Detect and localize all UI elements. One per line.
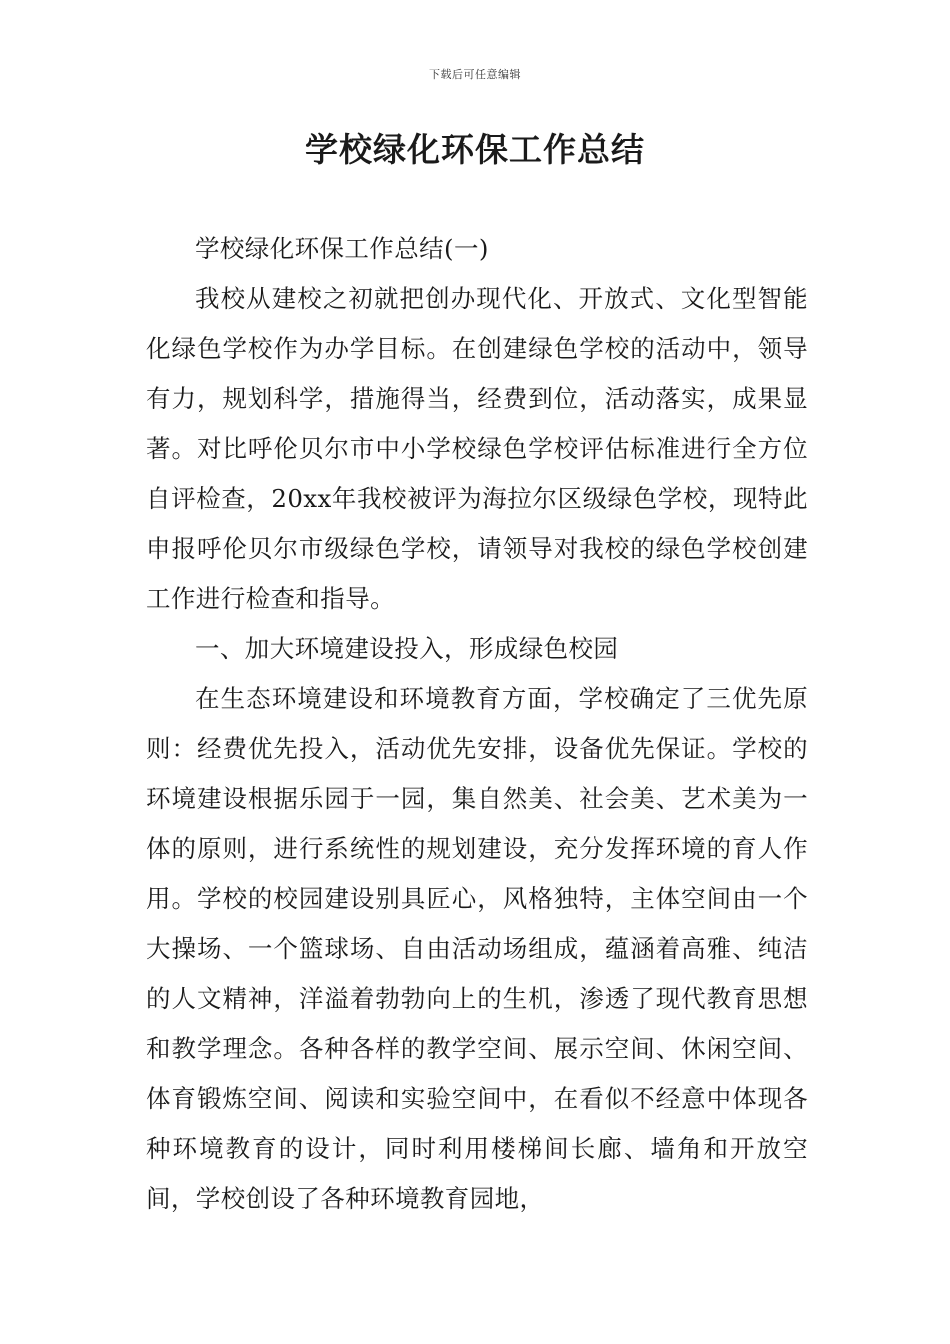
header-note: 下载后可任意编辑 — [429, 68, 521, 81]
section-subtitle: 学校绿化环保工作总结(一) — [195, 234, 489, 263]
section-heading: 一、加大环境建设投入，形成绿色校园 — [195, 634, 619, 663]
paragraph-environment: 在生态环境建设和环境教育方面，学校确定了三优先原则：经费优先投入，活动优先安排，设备优先保证。学校的环境建设根据乐园于一园，集自然美、社会美、艺术美为一体的原则，进行系统性的规划建设，充分发挥环境的育人作用。学校的校园建设别具匠心，风格独特，主体空间由一个大操场、一个篮球场、自由活动场组成，蕴涵着高雅、纯洁的人文精神，洋溢着勃勃向上的生机，渗透了现代教育思想和教学理念。各种各样的教学空间、展示空间、休闲空间、体育锻炼空间、阅读和实验空间中，在看似不经意中体现各种环境教育的设计，同时利用楼梯间长廊、墙角和开放空间，学校创设了各种环境教育园地， — [146, 684, 808, 1213]
paragraph-intro: 我校从建校之初就把创办现代化、开放式、文化型智能化绿色学校作为办学目标。在创建绿色学校的活动中，领导有力，规划科学，措施得当，经费到位，活动落实，成果显著。对比呼伦贝尔市中小学校绿色学校评估标准进行全方位自评检查，20xx年我校被评为海拉尔区级绿色学校，现特此申报呼伦贝尔市级绿色学校，请领导对我校的绿色学校创建工作进行检查和指导。 — [146, 284, 808, 613]
document-body — [146, 224, 808, 1224]
document-title: 学校绿化环保工作总结 — [305, 130, 645, 169]
